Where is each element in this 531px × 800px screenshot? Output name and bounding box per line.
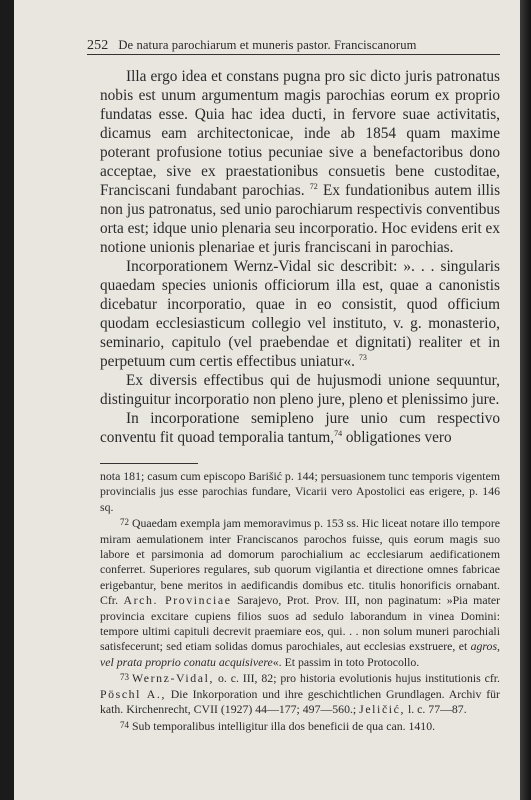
running-header: [87, 38, 499, 54]
paragraph: [100, 67, 500, 257]
paragraph-text: Illa ergo idea et constans pugna pro sic dicto juris patronatus nobis est unum argumentum magis parochias eorum ex proprio fundatas esse. Quia hac idea ducti, in fervore suae activitatis, dicamus eam architectonicae, inde ab 1854 quam maxime poterant profusione totius pecuniae sive a benefactoribus dono acceptae, sive ex praestationibus consuetis bene custoditae, Franciscani fundabant parochias.: [100, 68, 500, 199]
book-page: [14, 0, 520, 800]
author-name: Wernz-Vidal,: [132, 671, 215, 686]
paragraph-text: Ex diversis effectibus qui de hujusmodi unione sequuntur, distinguitur incorporatio non pleno jure, pleno et plenissimo jure.: [100, 372, 500, 408]
footnote-text: Quaedam exempla jam memoravimus p. 153 ss. Hic liceat notare illo tempore miram aemulationem inter Franciscanos parochos fuisse, quis eorum magis suo labore et parsimonia ad domorum parochialium ac ecclesiarum aedificationem conferret. Superiores regulares, sub quorum vigilantia et directione omnes fabricae erigebantur, bene meritos in aedificandis domibus etc. titulis honorificis ornabant. Cfr.: [100, 516, 500, 608]
footnote-72: [100, 515, 500, 670]
footnote-mark: 73: [120, 672, 129, 683]
footnote-reference: 74: [334, 428, 343, 438]
footnote-mark: 74: [120, 719, 129, 730]
paragraph: [100, 257, 500, 371]
footnote-reference: 72: [309, 181, 318, 191]
paragraph: [100, 409, 500, 447]
footnote-73: [100, 670, 500, 717]
footnote-text: nota 181; casum cum episcopo Barišić p. 144; persuasionem tunc temporis vigentem provincialis jus esse parochias fundare, Vicarii vero Apostolici eas erigere, p. 146 sq.: [100, 469, 500, 514]
paragraph-text: Incorporationem Wernz-Vidal sic describit: ». . . singularis quaedam species unionis officiorum illa est, quae a canonistis dicebatur incorporatio, quae in eo consistit, quod officium quodam ecclesiasticum collegio vel instituto, v. g. monasterio, seminario, capitulo (vel praebendae et dignitati) realiter et in perpetuum cum certis effectibus uniatur«.: [100, 258, 500, 370]
main-text: [100, 67, 500, 447]
paragraph-text: In incorporatione semipleno jure unio cum respectivo conventu fit quoad temporalia tantum,: [100, 410, 500, 446]
paragraph-text: Ex fundationibus autem illis non jus patronatus, sed unio parochiarum respectivis conventibus orta est; idque unio plenaria seu incorporatio. Hoc evidens erit ex notione unionis plenariae et juris franciscani in parochias.: [100, 182, 501, 256]
footnote-reference: 73: [358, 352, 367, 362]
footnote-continuation: [100, 469, 500, 515]
footnote-text: l. c. 77—87.: [408, 702, 467, 717]
footnotes: [100, 469, 500, 734]
author-name: Jeličić,: [359, 702, 406, 717]
footnote-74: [100, 718, 500, 734]
footnote-text: «. Et passim in toto Protocollo.: [272, 654, 420, 669]
footnote-text: o. c. III, 82; pro historia evolutionis hujus institutionis cfr.: [217, 671, 500, 686]
footnote-text: Die Inkorporation und ihre geschichtlichen Grundlagen. Archiv für kath. Kirchenrecht, CVII (1927) 44—177; 497—560.;: [100, 686, 500, 717]
paragraph: [100, 371, 500, 409]
footnote-mark: 72: [120, 517, 129, 528]
footnote-rule: [100, 463, 198, 464]
page-number: 252: [87, 38, 109, 53]
paragraph-text: obligationes vero: [345, 429, 452, 446]
footnote-text: Sub temporalibus intelligitur illa dos beneficii de qua can. 1410.: [132, 718, 436, 733]
page-edge-shadow: [520, 0, 531, 800]
footnote-italic-text: agros, vel prata proprio conatu acquisivere: [100, 639, 500, 669]
running-title: De natura parochiarum et muneris pastor. Franciscanorum: [118, 38, 417, 52]
footnote-text: Sarajevo, Prot. Prov. III, non paginatum: »Pia mater provincia excitare cupiens filios suos ad sedulo laborandum in vinea Domini: tempore ultimi capituli decrevit praemiare eos, qui. . . non solum muneri parochiali satisfecerunt; sed etiam solidas domus parochiales, aut ecclesias exstruere, et: [100, 593, 501, 654]
footnote-spaced-text: Arch. Provinciae: [123, 593, 232, 608]
author-name: Pöschl A.,: [100, 686, 166, 701]
header-rule: [87, 54, 500, 55]
